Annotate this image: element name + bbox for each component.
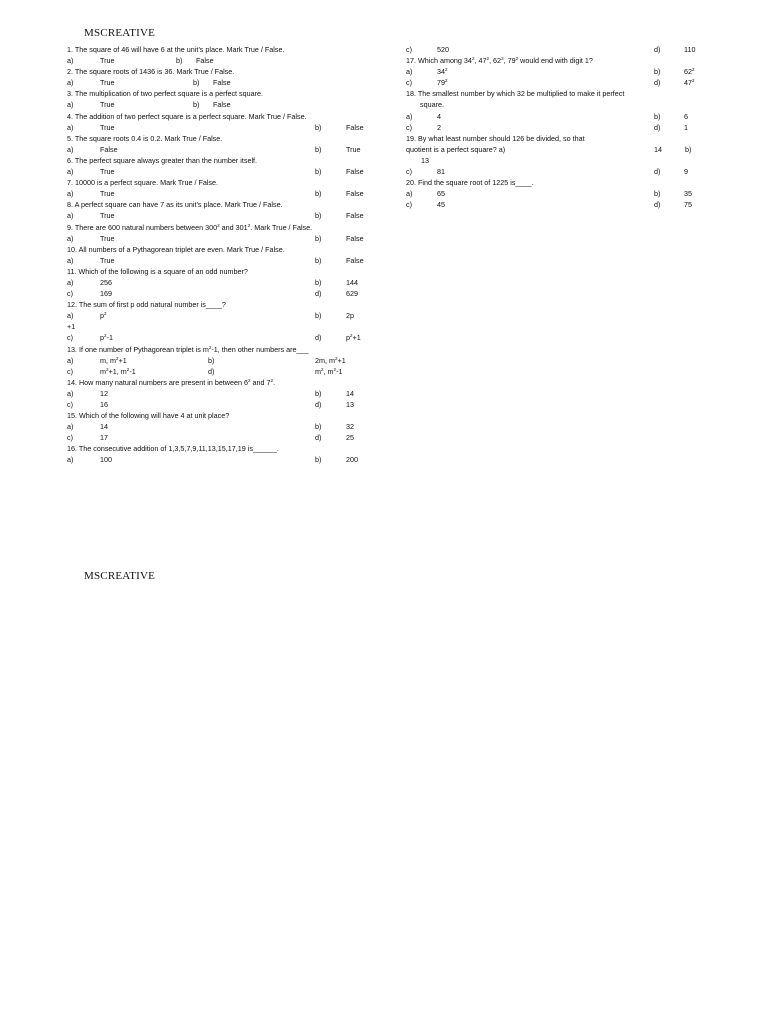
option-label: b)	[654, 67, 661, 77]
option-value: 520	[437, 45, 449, 54]
option-label: b)	[208, 355, 215, 365]
options-row	[67, 399, 367, 410]
question-11	[67, 266, 367, 277]
question-text: 15. Which of the following will have 4 at unit place?	[67, 411, 230, 421]
option-label: b)	[315, 211, 322, 221]
option-value: 6	[684, 111, 688, 121]
option-label: a)	[67, 277, 74, 287]
option-label: c)	[406, 167, 412, 177]
question-text: quotient is a perfect square? a)	[406, 144, 506, 154]
question-8	[67, 199, 367, 210]
option-label: a)	[67, 144, 74, 154]
option-label: c)	[67, 366, 73, 376]
option-label: a)	[67, 311, 74, 321]
question-text-part: . Mark True / False.	[250, 222, 313, 232]
option-value: 32	[346, 422, 354, 432]
question-14	[67, 377, 367, 388]
option-value-part: 47	[684, 78, 692, 88]
option-value-part: , m	[323, 366, 334, 376]
option-value: True	[100, 78, 115, 88]
option-value: True	[100, 233, 115, 243]
option-value: 12	[100, 388, 108, 398]
option-label: b)	[315, 422, 322, 432]
option-value: 14	[100, 422, 108, 432]
option-value: 256	[100, 277, 112, 287]
question-text-part: 13. If one number of Pythagorean triplet is m	[67, 344, 209, 354]
option-value	[100, 366, 136, 377]
option-value: 65	[437, 189, 445, 199]
options-row	[67, 99, 367, 110]
options-row	[67, 233, 367, 244]
superscript: 2	[333, 366, 337, 372]
superscript: 2	[115, 355, 119, 361]
options-row	[67, 210, 367, 221]
options-row	[406, 77, 706, 88]
worksheet-header-page-2: MSCREATIVE	[84, 570, 156, 582]
option-value: 75	[684, 200, 692, 210]
superscript: 2	[486, 56, 490, 62]
question-17	[406, 55, 706, 66]
option-value: True	[100, 189, 115, 199]
superscript: 2	[126, 366, 130, 372]
option-value	[100, 332, 113, 343]
option-value: 100	[100, 455, 112, 465]
options-row	[406, 44, 706, 55]
question-text: 10. All numbers of a Pythagorean triplet are even. Mark True / False.	[67, 244, 285, 254]
option-value	[100, 310, 107, 321]
option-label: c)	[406, 122, 412, 132]
option-value: 4	[437, 111, 441, 121]
question-text: 7. 10000 is a perfect square. Mark True / False.	[67, 178, 219, 188]
option-value: False	[213, 78, 231, 88]
option-value	[100, 355, 127, 366]
question-text	[67, 377, 275, 388]
option-value: 1	[684, 122, 688, 132]
question-10	[67, 244, 367, 255]
option-value: 13	[421, 155, 429, 165]
superscript: 2	[350, 333, 353, 339]
option-label: d)	[315, 289, 322, 299]
question-text: square.	[420, 100, 444, 110]
options-row	[67, 55, 367, 66]
option-value-part: 2m, m	[315, 355, 335, 365]
question-text: 12. The sum of first p odd natural number is____?	[67, 300, 226, 310]
right-column	[406, 44, 706, 210]
left-column	[67, 44, 367, 466]
question-2	[67, 66, 367, 77]
option-label: d)	[315, 333, 322, 343]
option-value-part: +1, m	[108, 366, 127, 376]
question-text: 18. The smallest number by which 32 be multiplied to make it perfect	[406, 89, 625, 99]
option-label: d)	[654, 167, 661, 177]
question-18-wrap	[406, 99, 706, 110]
options-row	[67, 77, 367, 88]
option-label: c)	[406, 200, 412, 210]
superscript: 2	[445, 67, 448, 73]
option-label: a)	[67, 56, 74, 66]
question-12	[67, 299, 367, 310]
option-label: a)	[406, 189, 413, 199]
question-13	[67, 344, 367, 355]
option-value: True	[100, 56, 115, 66]
option-value-part: -1	[129, 366, 136, 376]
options-row-wrap	[67, 321, 367, 332]
option-value: True	[100, 167, 115, 177]
options-row	[67, 288, 367, 299]
option-label: d)	[208, 366, 215, 376]
option-value: False	[196, 56, 214, 66]
question-text-part: , 47	[474, 56, 487, 66]
option-label: a)	[406, 111, 413, 121]
option-value-part: -1	[106, 333, 113, 343]
option-label: d)	[654, 78, 661, 88]
option-label: d)	[654, 122, 661, 132]
options-row	[406, 166, 706, 177]
option-label: c)	[67, 289, 73, 299]
superscript: 2	[445, 78, 448, 84]
options-row	[67, 366, 367, 377]
question-19-wrap	[406, 144, 706, 155]
question-text-part: and 301	[219, 222, 248, 232]
option-value: True	[100, 211, 115, 221]
option-label: b)	[315, 233, 322, 243]
option-value: 17	[100, 433, 108, 443]
option-value-part: p	[100, 333, 104, 343]
option-value: True	[100, 100, 115, 110]
option-label: b)	[654, 189, 661, 199]
question-3	[67, 88, 367, 99]
options-row	[67, 122, 367, 133]
option-value: False	[346, 211, 364, 221]
option-label: b)	[315, 255, 322, 265]
question-text: 6. The perfect square always greater than the number itself.	[67, 155, 258, 165]
option-value: 35	[684, 189, 692, 199]
option-label: a)	[67, 233, 74, 243]
question-19	[406, 133, 706, 144]
option-value-part: p	[346, 333, 350, 343]
option-label: b)	[315, 388, 322, 398]
question-6	[67, 155, 367, 166]
superscript: 2	[692, 67, 695, 73]
question-text: 11. Which of the following is a square of an odd number?	[67, 266, 248, 276]
option-value: False	[213, 100, 231, 110]
question-text: 16. The consecutive addition of 1,3,5,7,9,11,13,15,17,19 is______.	[67, 444, 279, 454]
option-value: 169	[100, 289, 112, 299]
question-text: 5. The square roots 0.4 is 0.2. Mark True / False.	[67, 133, 223, 143]
option-label: b)	[193, 78, 200, 88]
option-value: 13	[346, 400, 354, 409]
option-label: c)	[67, 433, 73, 443]
option-value: False	[346, 122, 364, 132]
option-value: False	[346, 233, 364, 243]
question-text-part: would end with digit 1?	[518, 56, 593, 66]
option-label: a)	[67, 355, 74, 365]
option-value: False	[346, 167, 364, 177]
option-label: b)	[315, 144, 322, 154]
options-row	[406, 111, 706, 122]
option-label: a)	[67, 78, 74, 88]
option-label: d)	[654, 200, 661, 210]
option-label: a)	[67, 255, 74, 265]
question-text-part: .	[273, 377, 276, 387]
option-value-part: +1	[118, 355, 127, 365]
options-row	[67, 454, 367, 465]
option-label: d)	[315, 433, 322, 443]
question-text: 20. Find the square root of 1225 is____.	[406, 178, 534, 188]
superscript: 2	[104, 333, 107, 339]
option-label: c)	[406, 45, 412, 54]
option-value	[315, 355, 346, 366]
option-label: a)	[406, 67, 413, 77]
options-row	[67, 332, 367, 343]
options-row	[406, 122, 706, 133]
option-value-part: 62	[684, 67, 692, 77]
options-row	[67, 277, 367, 288]
options-row	[67, 310, 367, 321]
option-label: a)	[67, 189, 74, 199]
option-value: 14	[654, 144, 662, 154]
superscript: 2	[248, 377, 251, 383]
option-label: b)	[193, 100, 200, 110]
question-text-part: 17. Which among 34	[406, 56, 472, 66]
options-row	[67, 188, 367, 199]
superscript: 2	[334, 355, 338, 361]
option-value-part: m, m	[100, 355, 116, 365]
option-value-part: -1	[336, 366, 343, 376]
option-value	[346, 332, 361, 343]
option-value-part: m	[315, 366, 321, 376]
options-row	[67, 355, 367, 366]
option-value-wrap: +1	[67, 322, 76, 332]
option-value: False	[100, 144, 118, 154]
superscript: 2	[104, 311, 107, 317]
superscript: 2	[471, 56, 475, 62]
question-text: 4. The addition of two perfect square is a perfect square. Mark True / False.	[67, 111, 307, 121]
option-label: a)	[67, 455, 74, 465]
question-text: 2. The square roots of 1436 is 36. Mark True / False.	[67, 67, 235, 77]
option-label: b)	[176, 56, 183, 66]
option-value	[437, 77, 448, 88]
option-label: c)	[67, 400, 73, 409]
option-value: True	[100, 255, 115, 265]
option-label: a)	[67, 122, 74, 132]
question-text: 8. A perfect square can have 7 as its unit’s place. Mark True / False.	[67, 200, 283, 210]
option-label: b)	[654, 111, 661, 121]
question-text-part: , 79	[503, 56, 516, 66]
question-16	[67, 443, 367, 454]
superscript: 2	[501, 56, 504, 62]
option-value: 2	[437, 122, 441, 132]
option-value: 16	[100, 400, 108, 409]
option-value-part: +1	[352, 333, 361, 343]
superscript: 2	[515, 56, 519, 62]
question-text: 1. The square of 46 will have 6 at the unit’s place. Mark True / False.	[67, 45, 285, 54]
option-value: 9	[684, 167, 688, 177]
superscript: 2	[217, 222, 220, 228]
option-label: a)	[67, 100, 74, 110]
question-text: 19. By what least number should 126 be divided, so that	[406, 133, 585, 143]
option-label: a)	[67, 167, 74, 177]
option-label: b)	[315, 189, 322, 199]
question-9	[67, 222, 367, 233]
question-15	[67, 410, 367, 421]
option-value-part: p	[100, 311, 104, 321]
options-row	[67, 144, 367, 155]
option-value: False	[346, 255, 364, 265]
option-value	[315, 366, 343, 377]
options-row	[406, 199, 706, 210]
option-value: 629	[346, 289, 358, 299]
question-text-part: 9. There are 600 natural numbers between 300	[67, 222, 218, 232]
option-label: c)	[67, 333, 73, 343]
question-text: 3. The multiplication of two perfect square is a perfect square.	[67, 89, 264, 99]
option-label: b)	[315, 277, 322, 287]
option-label: d)	[315, 400, 322, 409]
option-value-part: 34	[437, 67, 445, 77]
question-1	[67, 44, 367, 55]
option-value-part: 79	[437, 78, 445, 88]
options-row	[406, 188, 706, 199]
option-value: 14	[346, 388, 354, 398]
option-label: c)	[406, 78, 412, 88]
superscript: 2	[208, 344, 212, 350]
superscript: 2	[270, 377, 274, 383]
option-label: a)	[67, 422, 74, 432]
question-7	[67, 177, 367, 188]
question-text-part: -1, then other numbers are___	[211, 344, 309, 354]
superscript: 2	[321, 366, 324, 372]
option-value: 144	[346, 277, 358, 287]
option-value: False	[346, 189, 364, 199]
option-value: 110	[684, 45, 696, 54]
option-value: True	[100, 122, 115, 132]
superscript: 2	[692, 78, 695, 84]
option-label: a)	[67, 388, 74, 398]
options-row	[67, 255, 367, 266]
option-value: 200	[346, 455, 358, 465]
question-text-part: 14. How many natural numbers are present in between 6	[67, 377, 248, 387]
option-label: b)	[315, 122, 322, 132]
option-value: True	[346, 144, 361, 154]
option-value: 81	[437, 167, 445, 177]
question-text	[67, 222, 312, 233]
option-label: b)	[685, 144, 692, 154]
option-value: 2p	[346, 311, 354, 321]
options-row-wrap	[406, 155, 706, 166]
superscript: 2	[247, 222, 251, 228]
options-row	[67, 432, 367, 443]
option-value: 45	[437, 200, 445, 210]
option-label: b)	[315, 311, 322, 321]
options-row	[67, 166, 367, 177]
option-value-part: +1	[337, 355, 346, 365]
option-value: 25	[346, 433, 354, 443]
question-text-part: and 7	[250, 377, 271, 387]
option-value	[437, 66, 448, 77]
option-value	[684, 66, 695, 77]
option-label: b)	[315, 455, 322, 465]
question-5	[67, 133, 367, 144]
question-20	[406, 177, 706, 188]
question-18	[406, 88, 706, 99]
question-text-part: , 62	[489, 56, 502, 66]
options-row	[406, 66, 706, 77]
superscript: 2	[106, 366, 109, 372]
option-label: b)	[315, 167, 322, 177]
option-value-part: m	[100, 366, 106, 376]
worksheet-header: MSCREATIVE	[84, 27, 156, 39]
options-row	[67, 421, 367, 432]
option-label: d)	[654, 45, 661, 54]
question-text	[406, 55, 593, 66]
option-value	[684, 77, 695, 88]
question-4	[67, 111, 367, 122]
options-row	[67, 388, 367, 399]
option-label: a)	[67, 211, 74, 221]
question-text	[67, 344, 309, 355]
